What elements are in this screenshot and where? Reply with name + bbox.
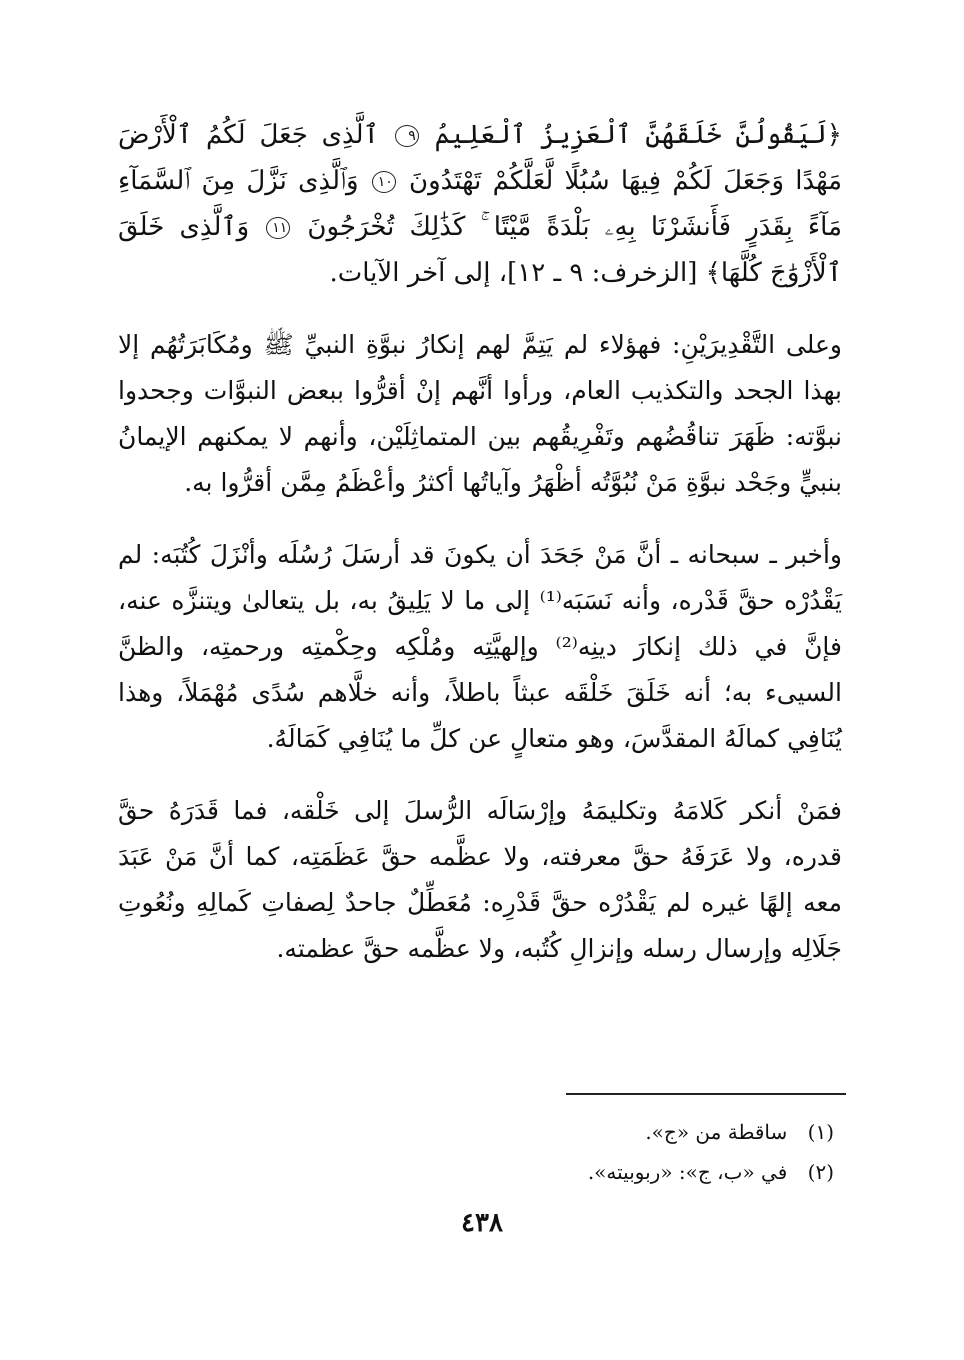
quran-text-4: وَٱلَّذِى خَلَقَ ٱلْأَزْوَٰجَ كُلَّهَا﴾ [118, 212, 842, 288]
quran-text-3: وَٱلَّذِى نَزَّلَ مِنَ ٱلسَّمَآءِ مَآءً بِقَدَرٍ فَأَنشَرْنَا بِهِۦ بَلْدَةً مَّيْتًا ۚ كَذَٰلِكَ تُخْرَجُونَ [118, 166, 842, 242]
paragraph-2: وأخبر ـ سبحانه ـ أنَّ مَنْ جَحَدَ أن يكونَ قد أرسَلَ رُسُلَه وأنْزَلَ كُتُبَه: لم يَقْدُرْه حقَّ قَدْره، وأنه نَسَبَه⁽¹⁾ إلى ما لا يَلِيقُ به، بل يتعالىٰ ويتنزَّه عنه، فإنَّ في ذلك إنكارَ دينِه⁽²⁾ وإلهيَّتِه ومُلْكِه وحِكْمتِه ورحمتِه، والظنَّ السيىء به؛ أنه خَلَقَ خَلْقَه عبثاً باطلاً، وأنه خلَّاهم سُدًى مُهْمَلاً، وهذا يُنَافِي كمالَهُ المقدَّسَ، وهو متعالٍ عن كلِّ ما يُنَافِي كَمَالَهُ. [118, 540, 843, 753]
footnote-divider [566, 1093, 846, 1095]
footnote-1-text: ساقطة من «ج». [645, 1120, 788, 1144]
paragraph-gap [118, 762, 842, 788]
paragraph-3: فمَنْ أنكر كَلامَهُ وتكليمَهُ وإرْسَالَه الرُّسلَ إلى خَلْقه، فما قَدَرَهُ حقَّ قدره، ولا عَرَفَهُ حقَّ معرفته، ولا عظَّمه حقَّ عَظَمَتِه، كما أنَّ مَنْ عَبَدَ معه إلهًا غيره لم يَقْدُرْه حقَّ قَدْرِه: مُعَطِّلٌ جاحدٌ لِصفاتِ كَمالِهِ ونُعُوتِ جَلَالِه وإرسال رسله وإنزالِ كُتُبه، ولا عظَّمه حقَّ عظمته. [118, 796, 842, 963]
ayah-number-10: ١٠ [372, 171, 396, 193]
footnotes [134, 1112, 834, 1192]
quran-citation: [الزخرف: ٩ ـ ١٢]، [498, 258, 698, 288]
ayah-number-11: ١١ [266, 217, 290, 239]
quran-quote [118, 112, 842, 296]
page-number: ٤٣٨ [461, 1208, 503, 1238]
quran-tail: إلى آخر الآيات. [329, 258, 491, 288]
footnote-2-number: (٢) [807, 1160, 834, 1184]
ayah-number-9: ٩ [395, 125, 419, 147]
paragraph-1: وعلى التَّقْدِيرَيْنِ: فهؤلاء لم يَتِمَّ لهم إنكارُ نبوَّةِ النبيِّ ﷺ ومُكَابَرَتُهُم إلا بهذا الجحد والتكذيب العام، ورأوا أنَّهم إنْ أقرُّوا ببعض النبوَّات وجحدوا نبوَّته: ظَهَرَ تناقُضُهم وتَفْرِيقُهم بين المتماثِلَيْن، وأنهم لا يمكنهم الإيمانُ بنبيٍّ وجَحْد نبوَّةِ مَنْ نُبُوَّتُه أظْهَرُ وآياتُها أكثرُ وأعْظَمُ مِمَّن أقرُّوا به. [118, 330, 842, 497]
footnote-2-text: في «ب، ج»: «ربوبيته». [587, 1160, 788, 1184]
footnote-1 [134, 1112, 834, 1152]
footnote-2 [134, 1152, 834, 1192]
quran-text-1: ﴿لَيَقُولُنَّ خَلَقَهُنَّ ٱلْعَزِيزُ ٱلْعَلِيمُ [434, 120, 843, 150]
paragraph-gap [118, 506, 842, 532]
page-body [118, 112, 842, 972]
footnote-1-number: (١) [807, 1120, 834, 1144]
quran-text-2: ٱلَّذِى جَعَلَ لَكُمُ ٱلْأَرْضَ مَهْدًا وَجَعَلَ لَكُمْ فِيهَا سُبُلًا لَّعَلَّكُمْ تَهْتَدُونَ [118, 120, 843, 196]
paragraph-gap [118, 296, 842, 322]
